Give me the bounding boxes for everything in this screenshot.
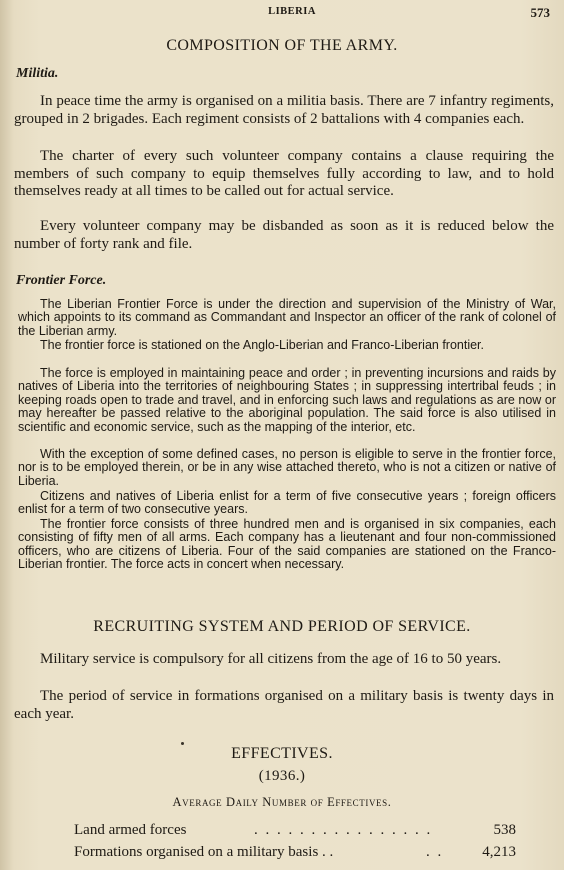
effectives-row-label: Land armed forces [74, 822, 187, 838]
frontier-paragraph-3: The force is employed in maintaining peace and order ; in preventing incursions and raids by natives of Liberia into the territories of neighbouring States ; in suppressing intertribal feuds ; in keeping roads open to trade and travel, and in enforcing such laws and regulations as are now or may hereafter be passed relative to the aboriginal population. The said force is also utilised in scientific and economic service, such as the mapping of the interior, etc. [18, 366, 556, 434]
effectives-row-label: Formations organised on a military basis . . [74, 844, 334, 860]
militia-paragraph-2: The charter of every such volunteer company contains a clause requiring the members of such company to equip themselves fully according to law, and to hold themselves ready at all times to be called out for actual service. [14, 148, 554, 199]
effectives-row-value: 538 [493, 822, 516, 838]
recruiting-paragraph-2: The period of service in formations organised on a military basis is twenty days in each year. [14, 688, 554, 722]
militia-paragraph-3: Every volunteer company may be disbanded as soon as it is reduced below the number of forty rank and file. [14, 218, 554, 252]
frontier-force-subheading: Frontier Force. [16, 273, 107, 288]
effectives-heading: EFFECTIVES. [231, 745, 333, 762]
frontier-paragraph-4: With the exception of some defined cases, no person is eligible to serve in the frontier force, nor is to be employed therein, or be in any wise attached thereto, who is not a citizen or native of Liberia. [18, 447, 556, 488]
effectives-table-title: Average Daily Number of Effectives. [172, 795, 392, 809]
effectives-row [74, 844, 516, 864]
militia-subheading: Militia. [16, 66, 59, 81]
dot-leader: . . . . . . . . . . . . . . . . [254, 822, 433, 838]
frontier-paragraph-2: The frontier force is stationed on the Anglo-Liberian and Franco-Liberian frontier. [40, 338, 485, 352]
effectives-row [74, 822, 516, 842]
frontier-paragraph-1: The Liberian Frontier Force is under the direction and supervision of the Ministry of War, which appoints to its command as Commandant and Inspector an officer of the rank of colonel of the Liberian army. [18, 297, 556, 338]
effectives-row-value: 4,213 [482, 844, 516, 860]
effectives-year: (1936.) [258, 768, 306, 784]
composition-heading: COMPOSITION OF THE ARMY. [166, 37, 398, 54]
dot-leader: . . [426, 844, 444, 860]
recruiting-paragraph-1: Military service is compulsory for all citizens from the age of 16 to 50 years. [40, 651, 502, 667]
frontier-paragraph-5: Citizens and natives of Liberia enlist for a term of five consecutive years ; foreign officers enlist for a term of two consecutive years. [18, 489, 556, 517]
recruiting-heading: RECRUITING SYSTEM AND PERIOD OF SERVICE. [93, 618, 471, 635]
militia-paragraph-1: In peace time the army is organised on a militia basis. There are 7 infantry regiments, grouped in 2 brigades. Each regiment consists of 2 battalions with 4 companies each. [14, 93, 554, 127]
page-number: 573 [530, 5, 550, 20]
running-header [0, 6, 564, 22]
frontier-paragraph-6: The frontier force consists of three hundred men and is organised in six companies, each consisting of fifty men of all arms. Each company has a lieutenant and four non-commissioned officers, who are citizens of Liberia. Four of the said companies are stationed on the Franco-Liberian frontier. The force acts in concert when necessary. [18, 517, 556, 572]
running-header-title: LIBERIA [268, 6, 316, 17]
